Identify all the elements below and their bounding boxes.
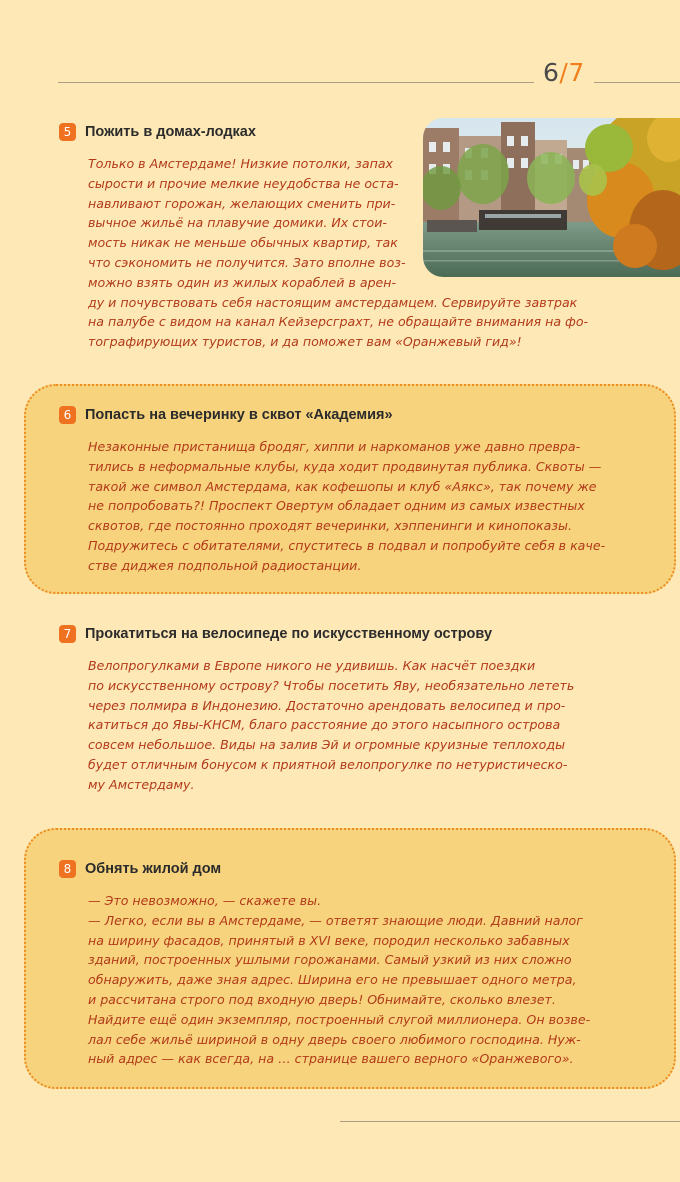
item-5-line: ду и почувствовать себя настоящим амстердамцем. Сервируйте завтрак [88,294,578,310]
item-5-text [88,154,588,352]
item-5-heading [59,122,256,142]
item-6-line: Подружитесь с обитателями, спуститесь в подвал и попробуйте себя в каче- [88,537,606,553]
footer-rule [340,1121,680,1122]
item-8-line: и рассчитана строго под входную дверь! Обнимайте, сколько влезет. [88,991,556,1007]
item-8-line: — Это невозможно, — скажете вы. [88,893,322,908]
item-7-text [88,656,574,795]
item-6-line: сквотов, где постоянно проходят вечеринки, хэппенинги и кинопоказы. [88,518,573,534]
item-7-line: Велопрогулками в Европе никого не удивишь. Как насчёт поездки [88,658,536,673]
item-7-number-badge: 7 [59,625,76,643]
item-5-line: навливают горожан, желающих сменить при- [88,195,396,211]
item-6-title: Попасть на вечеринку в сквот «Академия» [85,407,393,423]
item-6-line: тились в неформальные клубы, куда ходит продвинутая публика. Сквоты — [88,458,602,474]
item-5-title: Пожить в домах-лодках [85,124,256,140]
item-8-line: лал себе жильё шириной в одну дверь своего любимого господина. Нуж- [88,1031,581,1047]
item-6-text [88,437,605,576]
header-rule-right [594,82,680,83]
item-7-line: совсем небольшое. Виды на залив Эй и огромные круизные теплоходы [88,737,566,753]
item-7-line: му Амстердаму. [88,776,195,792]
item-8-line: Найдите ещё один экземпляр, построенный слугой миллионера. Он возве- [88,1011,591,1027]
item-8-line: — Легко, если вы в Амстердаме, — ответят знающие люди. Давний налог [88,912,583,928]
item-5-line: вычное жильё на плавучие домики. Их стои- [88,215,387,231]
item-5-line: тографирующих туристов, и да поможет вам «Оранжевый гид»! [88,334,522,350]
item-6-heading [59,405,393,425]
item-8-line: обнаружить, даже зная адрес. Ширина его не превышает одного метра, [88,972,577,988]
item-5-line: мость никак не меньше обычных квартир, так [88,235,398,251]
item-8-line: ный адрес — как всегда, на … странице вашего верного «Оранжевого». [88,1051,574,1067]
item-5-line: Только в Амстердаме! Низкие потолки, запах [88,156,393,171]
item-8-title: Обнять жилой дом [85,861,222,877]
item-8-line: на ширину фасадов, принятый в XVI веке, породил несколько забавных [88,932,570,948]
item-7-title: Прокатиться на велосипеде по искусственному острову [85,626,493,642]
item-7-line: через полмира в Индонезию. Достаточно арендовать велосипед и про- [88,697,566,713]
page-separator: / [559,58,569,87]
item-6-line: Незаконные пристанища бродяг, хиппи и наркоманов уже давно превра- [88,439,581,454]
page-total: 7 [568,58,585,87]
item-5-line: на палубе с видом на канал Кейзерсграхт, не обращайте внимания на фо- [88,314,589,330]
page-number [543,58,585,88]
item-7-heading [59,624,492,644]
item-8-text [88,891,590,1069]
header-rule [58,82,534,83]
item-8-number-badge: 8 [59,860,76,878]
item-6-line: не попробовать?! Проспект Овертум обладает одним из самых известных [88,498,585,514]
item-5-line: можно взять один из жилых кораблей в арен- [88,274,397,290]
item-6-line: стве диджея подпольной радиостанции. [88,557,362,573]
item-6-number-badge: 6 [59,406,76,424]
item-7-line: будет отличным бонусом к приятной велопрогулке по нетуристическо- [88,756,568,772]
item-5-line: что сэкономить не получится. Зато вполне воз- [88,254,406,270]
item-5-number-badge: 5 [59,123,76,141]
page-current: 6 [543,58,560,87]
item-5-line: сырости и прочие мелкие неудобства не оста- [88,175,399,191]
item-8-heading [59,859,221,879]
item-8-line: зданий, построенных ушлыми горожанами. Самый узкий из них сложно [88,952,572,968]
item-6-line: такой же символ Амстердама, как кофешопы и клуб «Аякс», так почему же [88,478,597,494]
item-7-line: катиться до Явы-КНСМ, благо расстояние до этого насыпного острова [88,717,561,733]
item-7-line: по искусственному острову? Чтобы посетить Яву, необязательно лететь [88,677,575,693]
